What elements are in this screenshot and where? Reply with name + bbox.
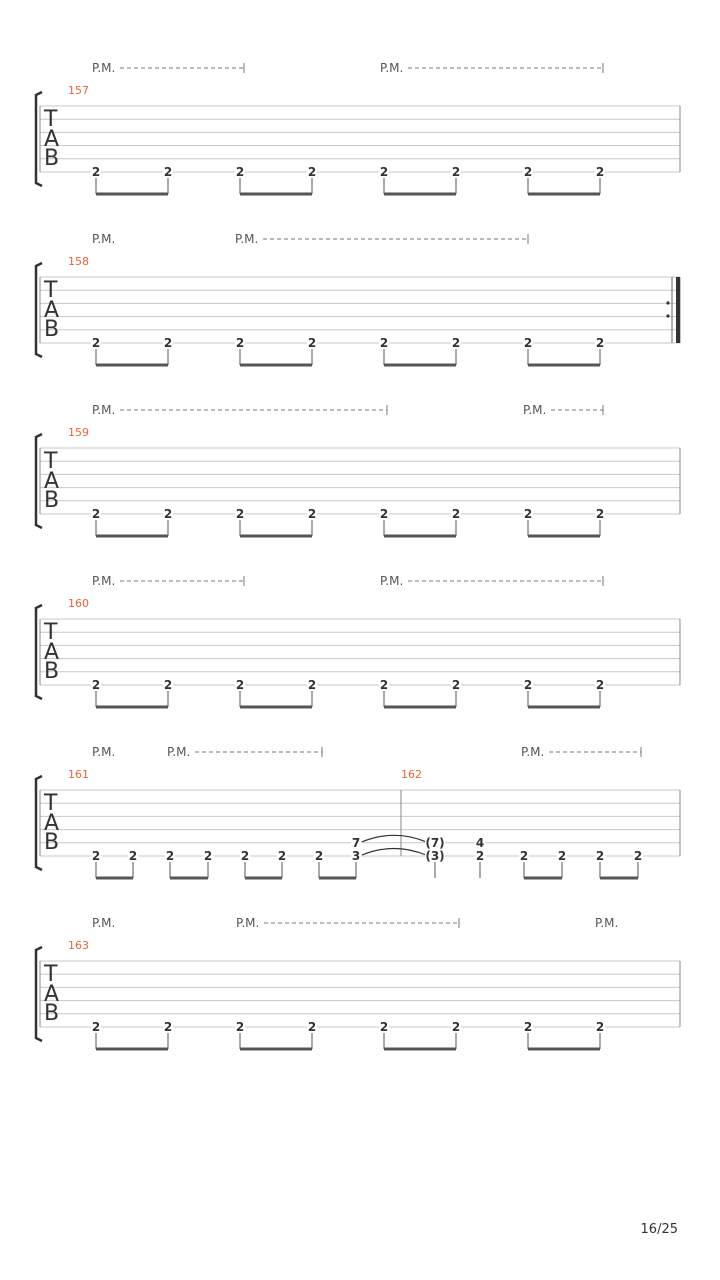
tab-letter-t: T [44,962,58,987]
bar-number: 157 [68,84,89,97]
fret-number: 2 [379,507,389,521]
fret-number: 2 [451,507,461,521]
fret-number: 2 [379,336,389,350]
fret-number: 2 [163,1020,173,1034]
tab-letter-t: T [44,449,58,474]
fret-number: 2 [307,165,317,179]
fret-number: 2 [523,678,533,692]
page-number: 16/25 [640,1222,678,1237]
tie-arc [362,835,426,842]
tab-letter-t: T [44,278,58,303]
fret-number: 2 [595,507,605,521]
palm-mute-label: P.M. [521,745,545,759]
fret-number: 2 [633,849,643,863]
fret-number: 2 [523,165,533,179]
fret-number-tied: (3) [425,849,445,863]
palm-mute-label: P.M. [92,745,116,759]
tab-letter-a: A [44,811,60,836]
fret-number: 2 [451,678,461,692]
tab-letter-a: A [44,298,60,323]
system-3 [36,403,680,536]
palm-mute-label: P.M. [167,745,191,759]
fret-number: 2 [163,507,173,521]
fret-number: 2 [165,849,175,863]
fret-number: 2 [91,507,101,521]
fret-number: 2 [240,849,250,863]
system-2 [36,232,680,365]
palm-mute-label: P.M. [235,232,259,246]
fret-number: 2 [451,165,461,179]
fret-number: 3 [351,849,361,863]
system-4 [36,574,680,707]
system-5 [36,745,680,878]
bar-number: 159 [68,426,89,439]
fret-number: 2 [235,336,245,350]
system-1 [36,61,680,194]
fret-number: 7 [351,835,361,850]
fret-number: 2 [595,336,605,350]
palm-mute-label: P.M. [236,916,260,930]
system-6 [36,916,680,1049]
bar-number: 162 [401,768,422,781]
tab-letter-b: B [44,1001,60,1026]
fret-number: 2 [557,849,567,863]
fret-number: 2 [451,1020,461,1034]
tie-arc [362,849,426,856]
palm-mute-label: P.M. [92,403,116,417]
fret-number: 2 [235,165,245,179]
fret-number: 2 [91,1020,101,1034]
tab-letter-t: T [44,791,58,816]
fret-number: 2 [595,849,605,863]
fret-number: 2 [595,1020,605,1034]
palm-mute-label: P.M. [92,916,116,930]
tab-letter-b: B [44,146,60,171]
tab-letter-t: T [44,620,58,645]
fret-number: 2 [523,1020,533,1034]
fret-number: 2 [307,678,317,692]
tab-letter-t: T [44,107,58,132]
fret-number: 2 [451,336,461,350]
fret-number: 2 [91,336,101,350]
repeat-dot [666,301,669,304]
bar-number: 163 [68,939,89,952]
tab-letter-a: A [44,640,60,665]
fret-number: 4 [475,835,485,850]
fret-number-tied: (7) [425,835,445,850]
bar-number: 160 [68,597,89,610]
palm-mute-label: P.M. [92,232,116,246]
fret-number: 2 [91,165,101,179]
fret-number: 2 [91,849,101,863]
fret-number: 2 [163,165,173,179]
fret-number: 2 [595,678,605,692]
fret-number: 2 [314,849,324,863]
bar-number: 158 [68,255,89,268]
tab-letter-a: A [44,982,60,1007]
fret-number: 2 [203,849,213,863]
palm-mute-label: P.M. [92,61,116,75]
fret-number: 2 [235,1020,245,1034]
tab-letter-b: B [44,488,60,513]
fret-number: 2 [128,849,138,863]
fret-number: 2 [379,678,389,692]
fret-number: 2 [163,336,173,350]
fret-number: 2 [163,678,173,692]
tab-letter-b: B [44,830,60,855]
fret-number: 2 [595,165,605,179]
fret-number: 2 [379,1020,389,1034]
palm-mute-label: P.M. [92,574,116,588]
fret-number: 2 [235,678,245,692]
fret-number: 2 [523,336,533,350]
bar-number: 161 [68,768,89,781]
fret-number: 2 [475,849,485,863]
palm-mute-label: P.M. [523,403,547,417]
fret-number: 2 [235,507,245,521]
fret-number: 2 [307,507,317,521]
fret-number: 2 [519,849,529,863]
palm-mute-label: P.M. [380,574,404,588]
fret-number: 2 [307,1020,317,1034]
fret-number: 2 [379,165,389,179]
fret-number: 2 [91,678,101,692]
tab-letter-b: B [44,659,60,684]
tab-letter-a: A [44,127,60,152]
tab-letter-a: A [44,469,60,494]
palm-mute-label: P.M. [595,916,619,930]
fret-number: 2 [277,849,287,863]
tab-letter-b: B [44,317,60,342]
fret-number: 2 [523,507,533,521]
repeat-dot [666,314,669,317]
fret-number: 2 [307,336,317,350]
palm-mute-label: P.M. [380,61,404,75]
repeat-thick-barline [676,277,680,343]
